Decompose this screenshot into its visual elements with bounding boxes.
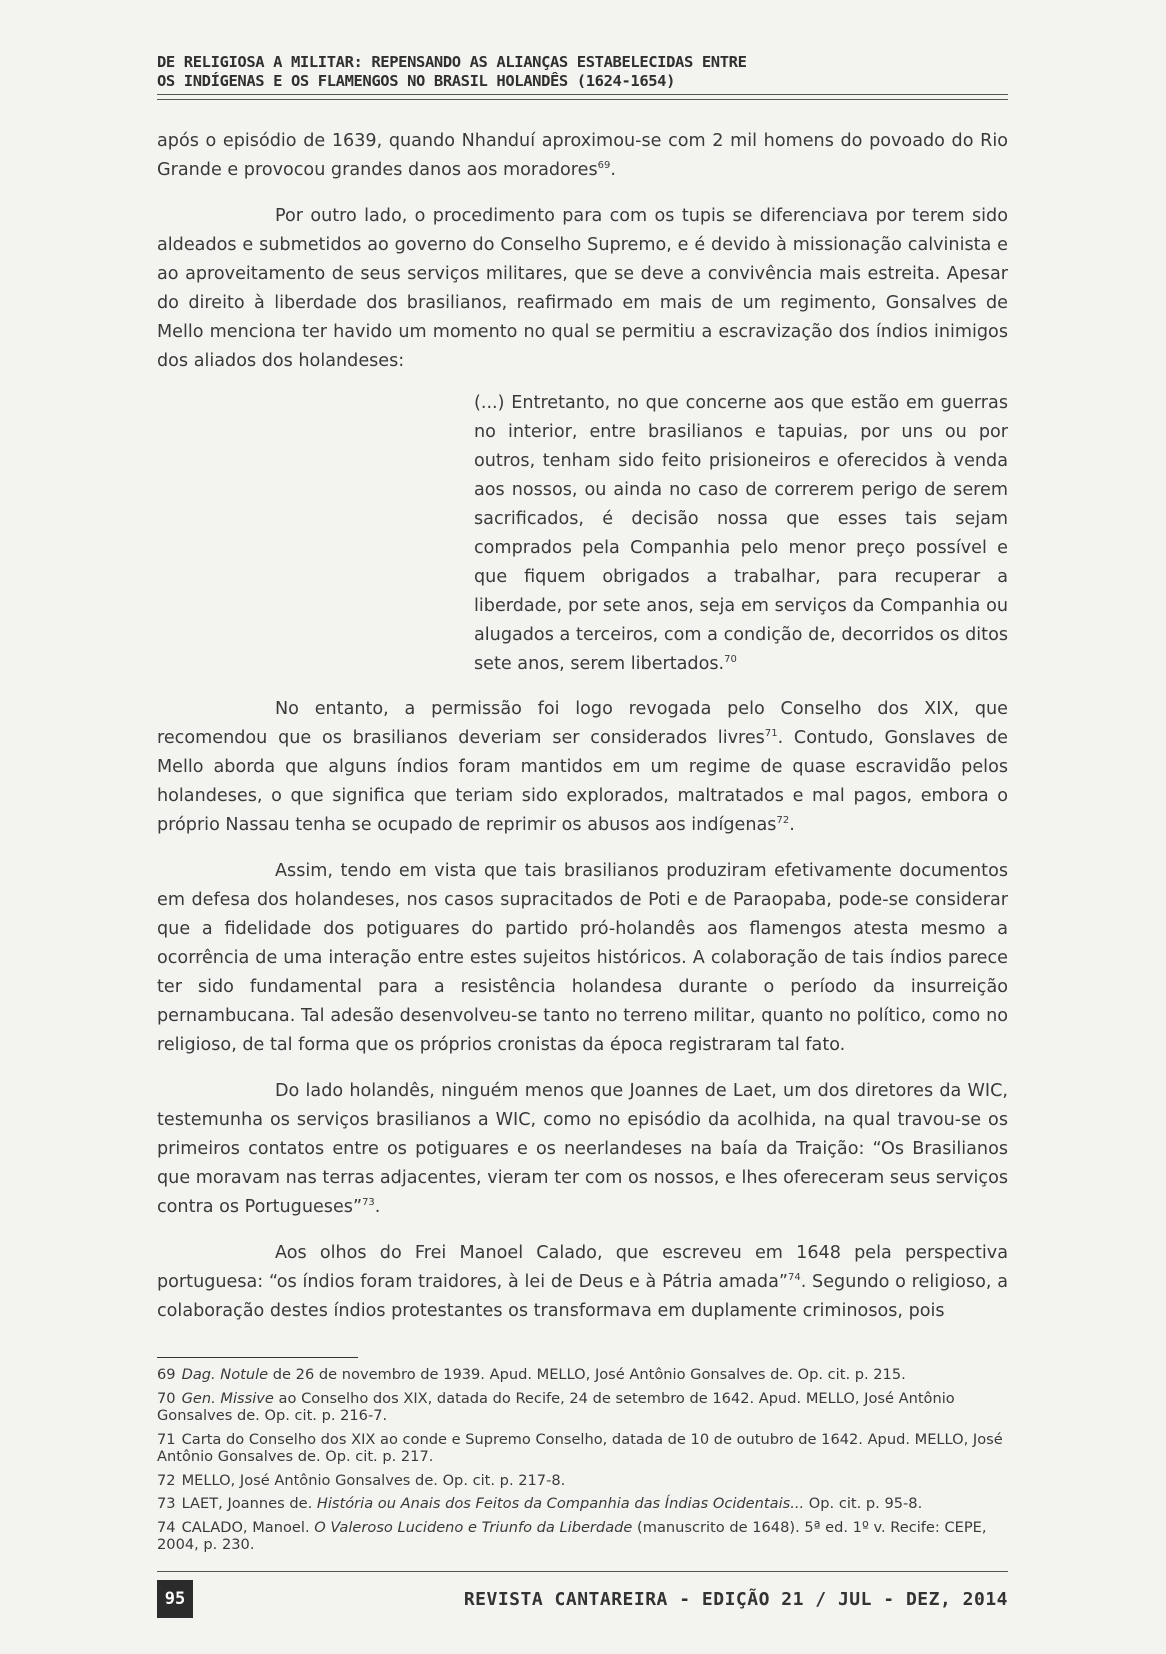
footnote: 70 Gen. Missive ao Conselho dos XIX, datada do Recife, 24 de setembro de 1642. Apud. MELLO, José Antônio Gonsalves de. Op. cit. p. 216-7. xyxy=(157,1389,955,1424)
main-text xyxy=(157,127,1008,1343)
paragraph-2: Por outro lado, o procedimento para com os tupis se diferenciava por terem sido aldeados e submetidos ao governo do Conselho Supremo, e é devido à missionação calvinista e ao aproveitamento de seus serviços militares, que se deve a convivência mais estreita. Apesar do direito à liberdade dos brasilianos, reafirmado em mais de um regimento, Gonsalves de Mello menciona ter havido um momento no qual se permitiu a escravização dos índios inimigos dos aliados dos holandeses: xyxy=(157,206,1008,371)
header-rule xyxy=(157,94,1008,100)
footnote-ref-74[interactable]: 74 xyxy=(787,1272,801,1284)
running-header xyxy=(157,53,1007,91)
block-quote: (...) Entretanto, no que concerne aos que estão em guerras no interior, entre brasilianos e tapuias, por uns ou por outros, tenham sido feito prisioneiros e oferecidos à venda aos nossos, ou ainda no caso de correrem perigo de serem sacrificados, é decisão nossa que esses tais sejam comprados pela Companhia pelo menor preço possível e que fiquem obrigados a trabalhar, para recuperar a liberdade, por sete anos, seja em serviços da Companhia ou alugados a terceiros, com a condição de, decorridos os ditos sete anos, serem libertados.$^{70}$ xyxy=(474,393,1008,674)
footnote: 74 CALADO, Manoel. O Valeroso Lucideno e Triunfo da Liberdade (manuscrito de 1648). 5ª ed. 1º v. Recife: CEPE, 2004, p. 230. xyxy=(157,1518,987,1553)
footnote: 73 LAET, Joannes de. História ou Anais dos Feitos da Companhia das Índias Ocidentais... Op. cit. p. 95-8. xyxy=(157,1495,923,1512)
footnotes xyxy=(157,1366,1008,1560)
journal-title: REVISTA CANTAREIRA - EDIÇÃO 21 / JUL - DEZ, 2014 xyxy=(463,1589,1008,1610)
footnote: 71 Carta do Conselho dos XIX ao conde e Supremo Conselho, datada de 10 de outubro de 1642. Apud. MELLO, José Antônio Gonsalves de. Op. cit. p. 217. xyxy=(157,1430,1003,1465)
paragraph-1: após o episódio de 1639, quando Nhanduí aproximou-se com 2 mil homens do povoado do Rio Grande e provocou grandes danos aos moradores$^{69}$. xyxy=(157,131,1008,180)
footer-rule xyxy=(157,1571,1008,1572)
footnote-separator xyxy=(157,1357,358,1358)
header-line-2: OS INDÍGENAS E OS FLAMENGOS NO BRASIL HOLANDÊS (1624-1654) xyxy=(157,72,676,90)
footnote: 72 MELLO, José Antônio Gonsalves de. Op. cit. p. 217-8. xyxy=(157,1471,566,1489)
footnote-ref-73[interactable]: 73 xyxy=(362,1197,375,1209)
page-number: 95 xyxy=(157,1580,193,1618)
paragraph-3: No entanto, a permissão foi logo revogada pelo Conselho dos XIX, que recomendou que os brasilianos deveriam ser considerados livres$^{71}$. Contudo, Gonslaves de Mello aborda que alguns índios foram mantidos em um regime de quase escravidão pelos holandeses, o que significa que teriam sido explorados, maltratados e mal pagos, embora o próprio Nassau tenha se ocupado de reprimir os abusos aos indígenas$^{72}$. xyxy=(157,699,1008,835)
footnote-ref-72[interactable]: 72 xyxy=(776,815,790,827)
footnote: 69 Dag. Notule de 26 de novembro de 1939. Apud. MELLO, José Antônio Gonsalves de. Op. cit. p. 215. xyxy=(157,1366,906,1383)
paragraph-4: Assim, tendo em vista que tais brasilianos produziram efetivamente documentos em defesa dos holandeses, nos casos supracitados de Poti e de Paraopaba, pode-se considerar que a fidelidade dos potiguares do partido pró-holandês aos flamengos atesta mesmo a ocorrência de uma interação entre estes sujeitos históricos. A colaboração de tais índios parece ter sido fundamental para a resistência holandesa durante o período da insurreição pernambucana. Tal adesão desenvolveu-se tanto no terreno militar, quanto no político, como no religioso, de tal forma que os próprios cronistas da época registraram tal fato. xyxy=(157,861,1008,1055)
paragraph-5: Do lado holandês, ninguém menos que Joannes de Laet, um dos diretores da WIC, testemunha os serviços brasilianos a WIC, como no episódio da acolhida, na qual travou-se os primeiros contatos entre os potiguares e os neerlandeses na baía da Traição: “Os Brasilianos que moravam nas terras adjacentes, vieram ter com os nossos, e lhes ofereceram seus serviços contra os Portugueses”$^{73}$. xyxy=(157,1081,1008,1217)
footnote-ref-71[interactable]: 71 xyxy=(764,728,778,740)
header-line-1: DE RELIGIOSA A MILITAR: REPENSANDO AS ALIANÇAS ESTABELECIDAS ENTRE xyxy=(157,53,747,71)
footnote-ref-69[interactable]: 69 xyxy=(597,160,611,172)
paragraph-6: Aos olhos do Frei Manoel Calado, que escreveu em 1648 pela perspectiva portuguesa: “os índios foram traidores, à lei de Deus e à Pátria amada”$^{74}$. Segundo o religioso, a colaboração destes índios protestantes os transformava em duplamente criminosos, pois xyxy=(157,1243,1008,1321)
footnote-ref-70[interactable]: 70 xyxy=(724,654,737,666)
